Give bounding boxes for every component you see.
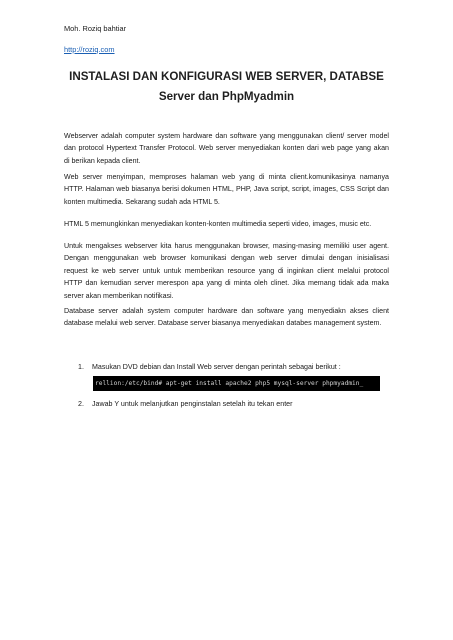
paragraph-webserver-definition (64, 130, 389, 167)
paragraph-line: HTML 5 memungkinkan menyediakan konten-konten multimedia seperti video, images, music etc. (64, 220, 372, 228)
paragraph-line: request ke web server untuk untuk memberikan resource yang di inginkan client melalui protocol (64, 266, 389, 275)
document-title-line-1: INSTALASI DAN KONFIGURASI WEB SERVER, DATABSE (69, 70, 384, 83)
paragraph-webserver-function (64, 171, 389, 208)
list-text: Masukan DVD debian dan Install Web server dengan perintah sebagai berikut : (92, 363, 341, 371)
paragraph-line: di berikan kepada client. (64, 156, 141, 165)
terminal-screenshot: rellion:/etc/bind# apt-get install apache2 php5 mysql-server phpmyadmin_ (93, 376, 380, 391)
paragraph-line: dan protocol Hypertext Transfer Protocol. Web server menyediakan konten dari web page yang akan (64, 144, 389, 153)
paragraph-line: Web server menyimpan, memproses halaman web yang di minta client.komunikasinya namanya (64, 173, 389, 181)
document-title-line-2: Server dan PhpMyadmin (158, 90, 295, 103)
list-text: Jawab Y untuk melanjutkan penginstalan setelah itu tekan enter (92, 400, 293, 408)
paragraph-line: database melalui web server. Database server biasanya menyediakan databes management system. (64, 319, 382, 328)
paragraph-line: Webserver adalah computer system hardware dan software yang menggunakan client/ server model (64, 132, 389, 140)
author-name: Moh. Roziq bahtiar (64, 24, 127, 33)
paragraph-line: Untuk mengakses webserver kita harus menggunakan browser, masing-masing memiliki user agent. (64, 242, 389, 250)
paragraph-browser-access (64, 240, 389, 302)
paragraph-line: konten multimedia. Sekarang sudah ada HTML 5. (64, 197, 220, 206)
paragraph-line: Database server adalah system computer hardware dan software yang menyediakn akses client (64, 307, 389, 315)
list-number: 2. (78, 400, 84, 408)
paragraph-line: HTTP dan kemudian server merespon apa yang di minta oleh clinet. Jika memang tidak ada maka (64, 279, 389, 288)
website-link[interactable]: http://roziq.com (64, 45, 115, 54)
list-number: 1. (78, 363, 84, 371)
paragraph-line: HTTP. Halaman web biasanya berisi dokumen HTML, PHP, Java script, script, images, CSS Script dan (64, 185, 389, 194)
paragraph-database-server (64, 305, 389, 330)
paragraph-html5 (64, 218, 389, 230)
paragraph-line: server akan memberikan notifikasi. (64, 291, 174, 300)
paragraph-line: Dengan menggunakan web browser komunikasi dengan web server dimulai dengan inisialisasi (64, 254, 389, 263)
